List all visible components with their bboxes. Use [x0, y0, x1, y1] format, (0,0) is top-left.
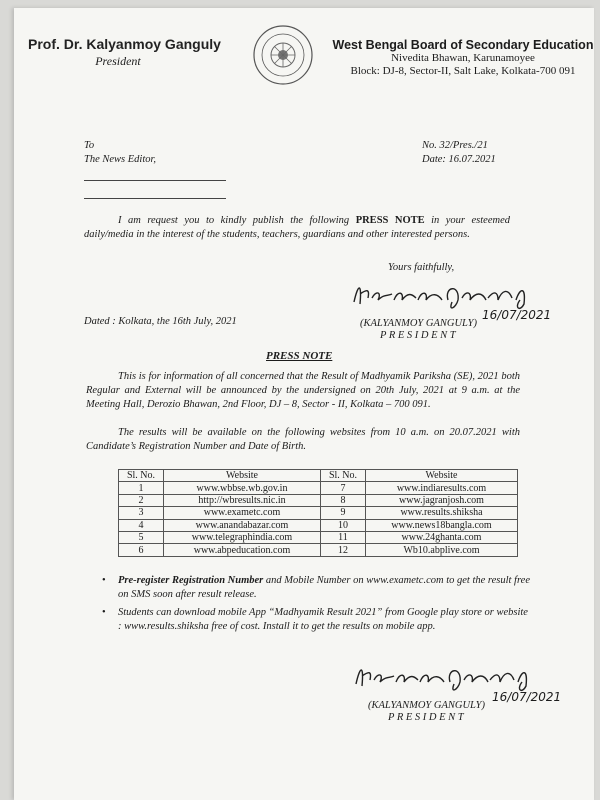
address-line-1: Nivedita Bhawan, Karunamoyee	[391, 52, 535, 64]
table-row	[119, 494, 518, 506]
table-row	[119, 544, 518, 556]
sender-role: President	[95, 54, 141, 68]
organization-block	[332, 38, 594, 78]
sl-no-cell: 11	[321, 531, 366, 543]
website-cell: http://wbresults.nic.in	[164, 494, 321, 506]
address-blank-line	[84, 198, 226, 199]
website-cell: www.24ghanta.com	[366, 531, 518, 543]
sl-no-cell: 8	[321, 494, 366, 506]
signatory-title: P R E S I D E N T	[388, 712, 464, 723]
website-cell: www.results.shiksha	[366, 507, 518, 519]
request-text: I am request you to kindly publish the following	[118, 215, 356, 226]
handwritten-date: 16/07/2021	[492, 690, 562, 704]
website-cell: www.telegraphindia.com	[164, 531, 321, 543]
reference-date: Date: 16.07.2021	[422, 154, 496, 165]
organization-name: West Bengal Board of Secondary Education	[332, 38, 594, 52]
table-row	[119, 519, 518, 531]
website-cell: www.abpeducation.com	[164, 544, 321, 556]
sl-no-cell: 2	[119, 494, 164, 506]
sl-no-cell: 4	[119, 519, 164, 531]
sender-block	[28, 36, 221, 69]
sl-no-cell: 3	[119, 507, 164, 519]
press-note-heading: PRESS NOTE	[266, 350, 333, 362]
press-note-paragraph-2: The results will be available on the following websites from 10 a.m. on 20.07.2021 with Candidate’s Registration Number and Date of Birth.	[86, 427, 520, 452]
press-note-paragraph-1: This is for information of all concerned that the Result of Madhyamik Pariksha (SE), 2021 both Regular and External will be announced by the undersigned on 20th July, 2021 at 9 a.m. at the Meeting Hall, Derozio Bhawan, 2nd Floor, DJ – 8, Sector - II, Kolkata – 700 091.	[86, 371, 520, 410]
sl-no-cell: 6	[119, 544, 164, 556]
website-cell: www.anandabazar.com	[164, 519, 321, 531]
website-cell: www.jagranjosh.com	[366, 494, 518, 506]
recipient-to: To	[84, 140, 95, 151]
recipient-name: The News Editor,	[84, 154, 157, 165]
website-cell: www.wbbse.wb.gov.in	[164, 482, 321, 494]
signatory-name: (KALYANMOY GANGULY)	[360, 318, 477, 329]
website-cell: www.indiaresults.com	[366, 482, 518, 494]
request-text: in your esteemed daily/media in the interest of the students, teachers, guardians and other interested persons.	[84, 215, 510, 240]
websites-table	[118, 469, 518, 557]
header-sl-no: Sl. No.	[119, 470, 164, 482]
header-sl-no: Sl. No.	[321, 470, 366, 482]
notes-list	[102, 574, 532, 638]
closing-line: Yours faithfully,	[388, 262, 455, 273]
sl-no-cell: 9	[321, 507, 366, 519]
website-cell: www.news18bangla.com	[366, 519, 518, 531]
address-blank-line	[84, 180, 226, 181]
request-paragraph	[84, 214, 510, 242]
sl-no-cell: 12	[321, 544, 366, 556]
table-row	[119, 507, 518, 519]
press-note-emphasis: PRESS NOTE	[355, 215, 425, 226]
sender-name: Prof. Dr. Kalyanmoy Ganguly	[28, 36, 221, 52]
handwritten-date: 16/07/2021	[482, 308, 552, 322]
header-website: Website	[366, 470, 518, 482]
sl-no-cell: 1	[119, 482, 164, 494]
website-cell: www.exametc.com	[164, 507, 321, 519]
website-cell: Wb10.abplive.com	[366, 544, 518, 556]
header-website: Website	[164, 470, 321, 482]
list-item	[102, 574, 532, 602]
dated-line: Dated : Kolkata, the 16th July, 2021	[84, 316, 237, 327]
board-seal-emblem	[252, 24, 314, 86]
reference-number: No. 32/Pres./21	[422, 140, 488, 151]
signatory-title: P R E S I D E N T	[380, 330, 456, 341]
list-item-emphasis: Pre-register Registration Number	[118, 575, 264, 586]
table-row	[119, 482, 518, 494]
list-item	[102, 606, 532, 634]
list-item-text: Students can download mobile App “Madhyamik Result 2021” from Google play store or website : www.results.shiksha free of cost. Install it to get the results on mobile app.	[118, 607, 528, 632]
signatory-name: (KALYANMOY GANGULY)	[368, 700, 485, 711]
sl-no-cell: 7	[321, 482, 366, 494]
letter-page	[14, 8, 594, 800]
sl-no-cell: 10	[321, 519, 366, 531]
table-row	[119, 531, 518, 543]
address-line-2: Block: DJ-8, Sector-II, Salt Lake, Kolkata-700 091	[350, 65, 576, 77]
list-item-text: and Mobile Number on www.exametc.com to get the result free on SMS soon after result release.	[118, 575, 530, 600]
sl-no-cell: 5	[119, 531, 164, 543]
table-header-row	[119, 470, 518, 482]
